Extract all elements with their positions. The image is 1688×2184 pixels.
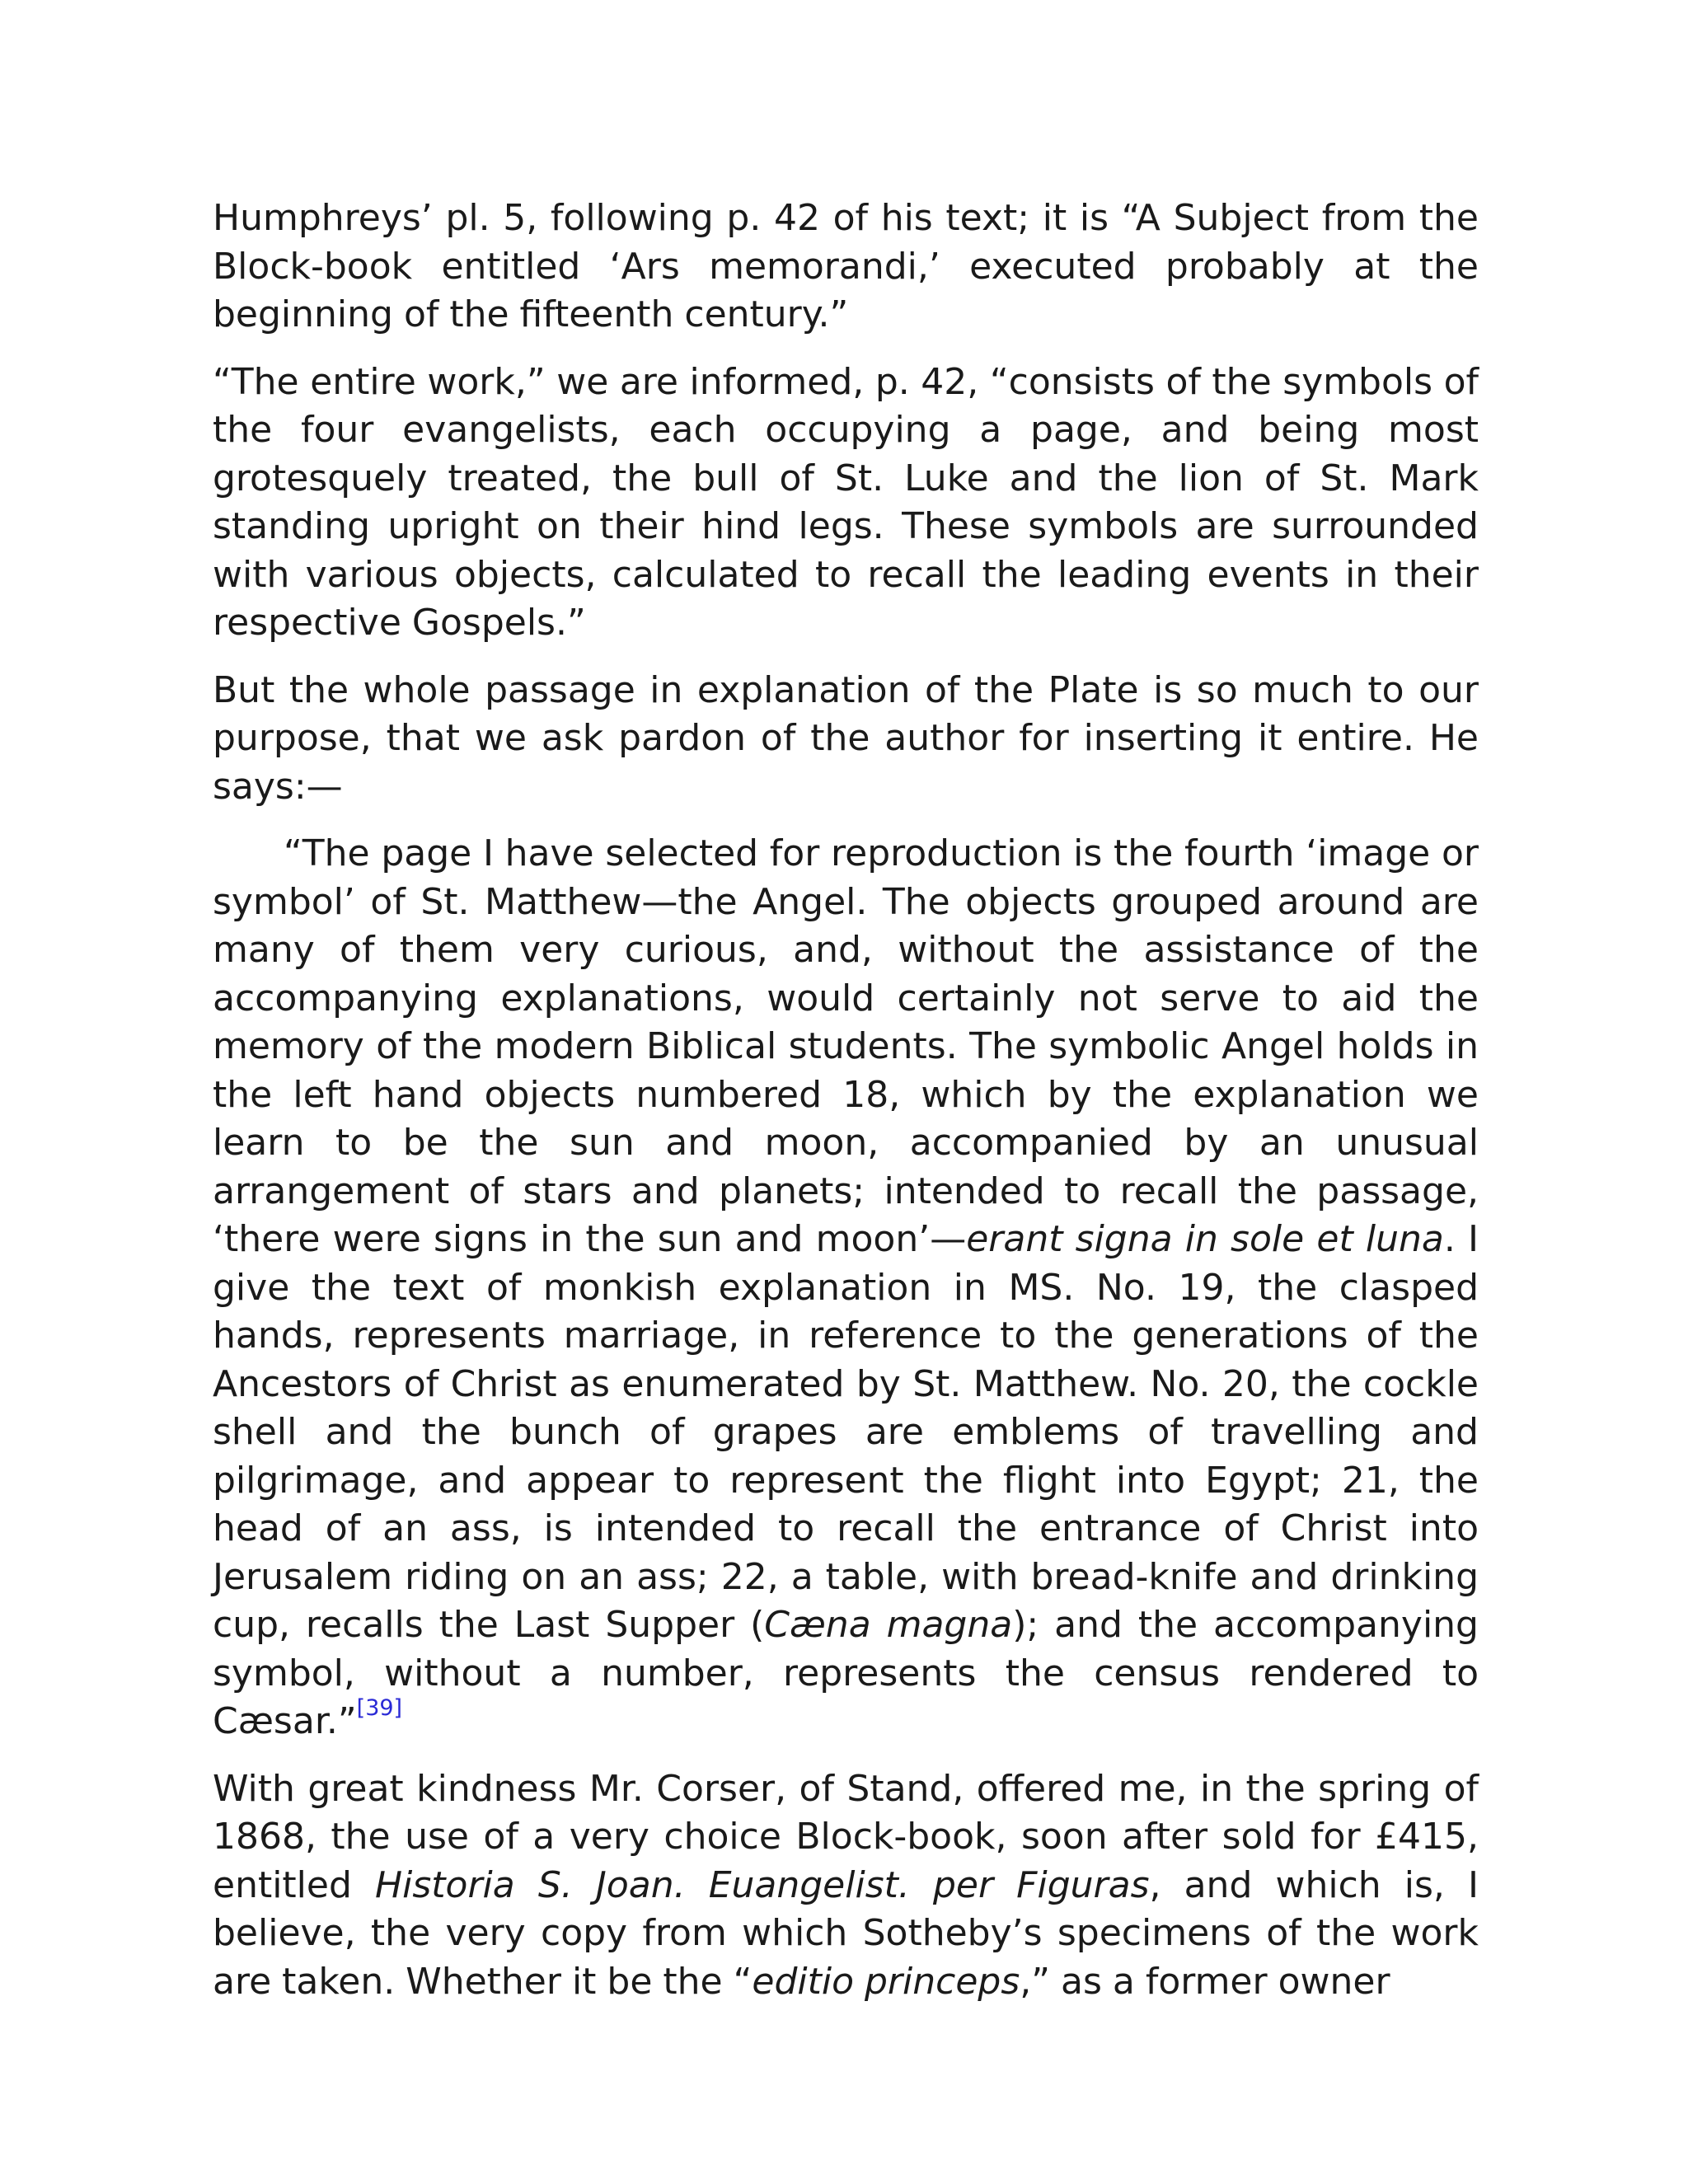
paragraph-text: ,” as a former owner [1020, 1960, 1390, 2003]
paragraph-text: “The page I have selected for reproduction is the fourth ‘image or symbol’ of St. Matthew—the Angel. The objects grouped around are many of them very curious, and, without the assistance of the accompanying explanations, would certainly not serve to aid the memory of the modern Biblical students. The symbolic Angel holds in the left hand objects numbered 18, which by the explanation we learn to be the sun and moon, accompanied by an unusual arrangement of stars and planets; intended to recall the passage, ‘there were signs in the sun and moon’— [213, 832, 1479, 1260]
paragraph-whole-passage [213, 667, 1479, 812]
paragraph-text: ); and the accompanying symbol, without a number, represents the census rendered to Cæsar.” [213, 1604, 1479, 1742]
document-page [213, 194, 1479, 2025]
footnote-link[interactable]: [39] [356, 1695, 403, 1721]
paragraph-text: “The entire work,” we are informed, p. 42, “consists of the symbols of the four evangelists, each occupying a page, and being most grotesquely treated, the bull of St. Luke and the lion of St. Mark standing upright on their hind legs. These symbols are surrounded with various objects, calculated to recall the leading events in their respective Gospels.” [213, 360, 1479, 644]
italic-latin-phrase: erant signa in sole et luna [966, 1218, 1444, 1260]
paragraph-text: But the whole passage in explanation of the Plate is so much to our purpose, that we ask pardon of the author for inserting it entire. He says:— [213, 668, 1479, 808]
paragraph-quoted-passage [213, 830, 1479, 1746]
paragraph-text: , and which is, I believe, the very copy from which Sotheby’s specimens of the work are taken. Whether it be the “ [213, 1863, 1479, 2003]
paragraph-text: With great kindness Mr. Corser, of Stand, offered me, in the spring of 1868, the use of a very choice Block-book, soon after sold for £415, entitled [213, 1767, 1479, 1906]
italic-book-title: Historia S. Joan. Euangelist. per Figuras [375, 1863, 1150, 1906]
paragraph-humphreys-plate [213, 194, 1479, 340]
italic-latin-phrase: Cæna magna [764, 1604, 1013, 1646]
paragraph-text: Humphreys’ pl. 5, following p. 42 of his text; it is “A Subject from the Block-book entitled ‘Ars memorandi,’ executed probably at the beginning of the fifteenth century.” [213, 197, 1479, 335]
paragraph-text: . I give the text of monkish explanation in MS. No. 19, the clasped hands, represents marriage, in reference to the generations of the Ancestors of Christ as enumerated by St. Matthew. No. 20, the cockle shell and the bunch of grapes are emblems of travelling and pilgrimage, and appear to represent the flight into Egypt; 21, the head of an ass, is intended to recall the entrance of Christ into Jerusalem riding on an ass; 22, a table, with bread-knife and drinking cup, recalls the Last Supper ( [213, 1218, 1479, 1646]
paragraph-entire-work [213, 359, 1479, 648]
paragraph-corser [213, 1765, 1479, 2007]
italic-latin-phrase: editio princeps [752, 1960, 1020, 2003]
